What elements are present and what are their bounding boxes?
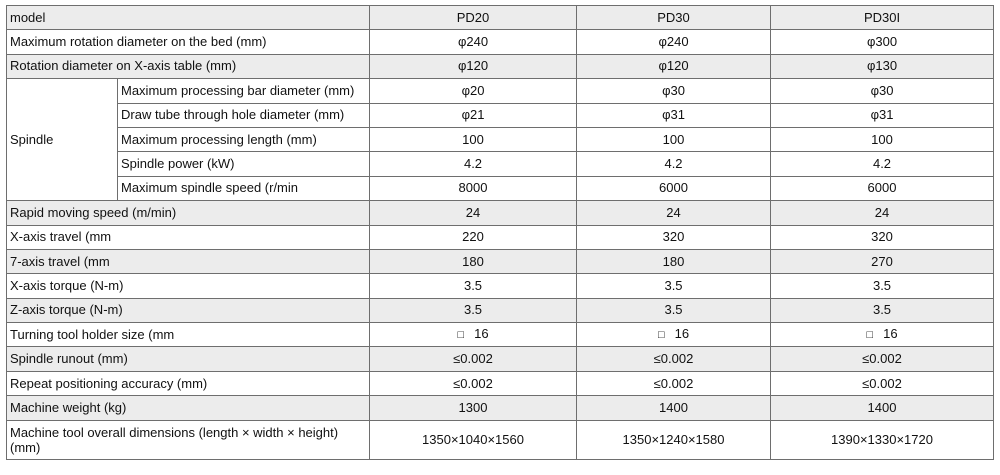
cell-value — [771, 323, 994, 347]
table-row — [7, 347, 994, 371]
cell-value: 180 — [577, 249, 771, 273]
cell-value: 24 — [771, 201, 994, 225]
table-row — [7, 54, 994, 78]
cell-value: 24 — [577, 201, 771, 225]
row-label: Machine weight (kg) — [7, 396, 370, 420]
cell-value: 3.5 — [771, 274, 994, 298]
row-label: Draw tube through hole diameter (mm) — [118, 103, 370, 127]
table-row — [7, 152, 994, 176]
cell-value: 4.2 — [370, 152, 577, 176]
table-row — [7, 420, 994, 459]
param-header: model — [7, 6, 370, 30]
table-row — [7, 225, 994, 249]
cell-value: 3.5 — [771, 298, 994, 322]
cell-value: φ20 — [370, 79, 577, 103]
cell-value: 270 — [771, 249, 994, 273]
table-row — [7, 176, 994, 200]
cell-value: 1300 — [370, 396, 577, 420]
cell-value-text: 16 — [674, 326, 690, 342]
cell-value: 1350×1040×1560 — [370, 420, 577, 459]
square-symbol-icon: □ — [457, 329, 465, 342]
cell-value: ≤0.002 — [577, 347, 771, 371]
row-label: Maximum spindle speed (r/min — [118, 176, 370, 200]
row-label: Rotation diameter on X-axis table (mm) — [7, 54, 370, 78]
cell-value: φ30 — [577, 79, 771, 103]
spindle-group-label: Spindle — [7, 79, 118, 201]
cell-value: 320 — [577, 225, 771, 249]
cell-value: ≤0.002 — [370, 371, 577, 395]
cell-value: ≤0.002 — [771, 347, 994, 371]
cell-value: φ30 — [771, 79, 994, 103]
cell-value: 4.2 — [577, 152, 771, 176]
cell-value: 320 — [771, 225, 994, 249]
cell-value: 1390×1330×1720 — [771, 420, 994, 459]
cell-value: φ130 — [771, 54, 994, 78]
cell-value: φ31 — [577, 103, 771, 127]
model-header: PD20 — [370, 6, 577, 30]
cell-value: ≤0.002 — [577, 371, 771, 395]
table-row — [7, 103, 994, 127]
model-header: PD30I — [771, 6, 994, 30]
cell-value: φ120 — [370, 54, 577, 78]
row-label: Rapid moving speed (m/min) — [7, 201, 370, 225]
cell-value: φ240 — [577, 30, 771, 54]
table-row — [7, 371, 994, 395]
cell-value: φ31 — [771, 103, 994, 127]
cell-value-text: 16 — [883, 326, 898, 342]
row-label: X-axis travel (mm — [7, 225, 370, 249]
row-label: Maximum processing bar diameter (mm) — [118, 79, 370, 103]
row-label: Machine tool overall dimensions (length × width × height) (mm) — [7, 420, 370, 459]
table-row — [7, 396, 994, 420]
spec-table — [6, 5, 994, 460]
row-label: Z-axis torque (N-m) — [7, 298, 370, 322]
table-row — [7, 249, 994, 273]
cell-value: 6000 — [771, 176, 994, 200]
cell-value: φ300 — [771, 30, 994, 54]
cell-value: 100 — [370, 127, 577, 151]
cell-value: 4.2 — [771, 152, 994, 176]
cell-value: ≤0.002 — [771, 371, 994, 395]
cell-value: 3.5 — [370, 298, 577, 322]
table-row — [7, 79, 994, 103]
cell-value — [370, 323, 577, 347]
row-label: Turning tool holder size (mm — [7, 323, 370, 347]
cell-value: 1400 — [771, 396, 994, 420]
cell-value: 3.5 — [577, 274, 771, 298]
cell-value: 24 — [370, 201, 577, 225]
cell-value: 1400 — [577, 396, 771, 420]
cell-value: 180 — [370, 249, 577, 273]
table-row — [7, 298, 994, 322]
cell-value: 1350×1240×1580 — [577, 420, 771, 459]
cell-value-text: 16 — [474, 326, 489, 342]
table-row — [7, 30, 994, 54]
row-label: Maximum rotation diameter on the bed (mm) — [7, 30, 370, 54]
cell-value: 8000 — [370, 176, 577, 200]
cell-value — [577, 323, 771, 347]
cell-value: 3.5 — [370, 274, 577, 298]
cell-value: 3.5 — [577, 298, 771, 322]
table-row — [7, 323, 994, 347]
header-row — [7, 6, 994, 30]
cell-value: 220 — [370, 225, 577, 249]
cell-value: φ240 — [370, 30, 577, 54]
row-label: Maximum processing length (mm) — [118, 127, 370, 151]
row-label: Repeat positioning accuracy (mm) — [7, 371, 370, 395]
square-symbol-icon: □ — [657, 329, 665, 342]
row-label: Spindle runout (mm) — [7, 347, 370, 371]
row-label: Spindle power (kW) — [118, 152, 370, 176]
table-row — [7, 127, 994, 151]
row-label: 7-axis travel (mm — [7, 249, 370, 273]
table-row — [7, 274, 994, 298]
cell-value: 6000 — [577, 176, 771, 200]
square-symbol-icon: □ — [866, 329, 874, 342]
model-header: PD30 — [577, 6, 771, 30]
cell-value: φ21 — [370, 103, 577, 127]
cell-value: ≤0.002 — [370, 347, 577, 371]
cell-value: φ120 — [577, 54, 771, 78]
cell-value: 100 — [771, 127, 994, 151]
table-row — [7, 201, 994, 225]
row-label: X-axis torque (N-m) — [7, 274, 370, 298]
cell-value: 100 — [577, 127, 771, 151]
